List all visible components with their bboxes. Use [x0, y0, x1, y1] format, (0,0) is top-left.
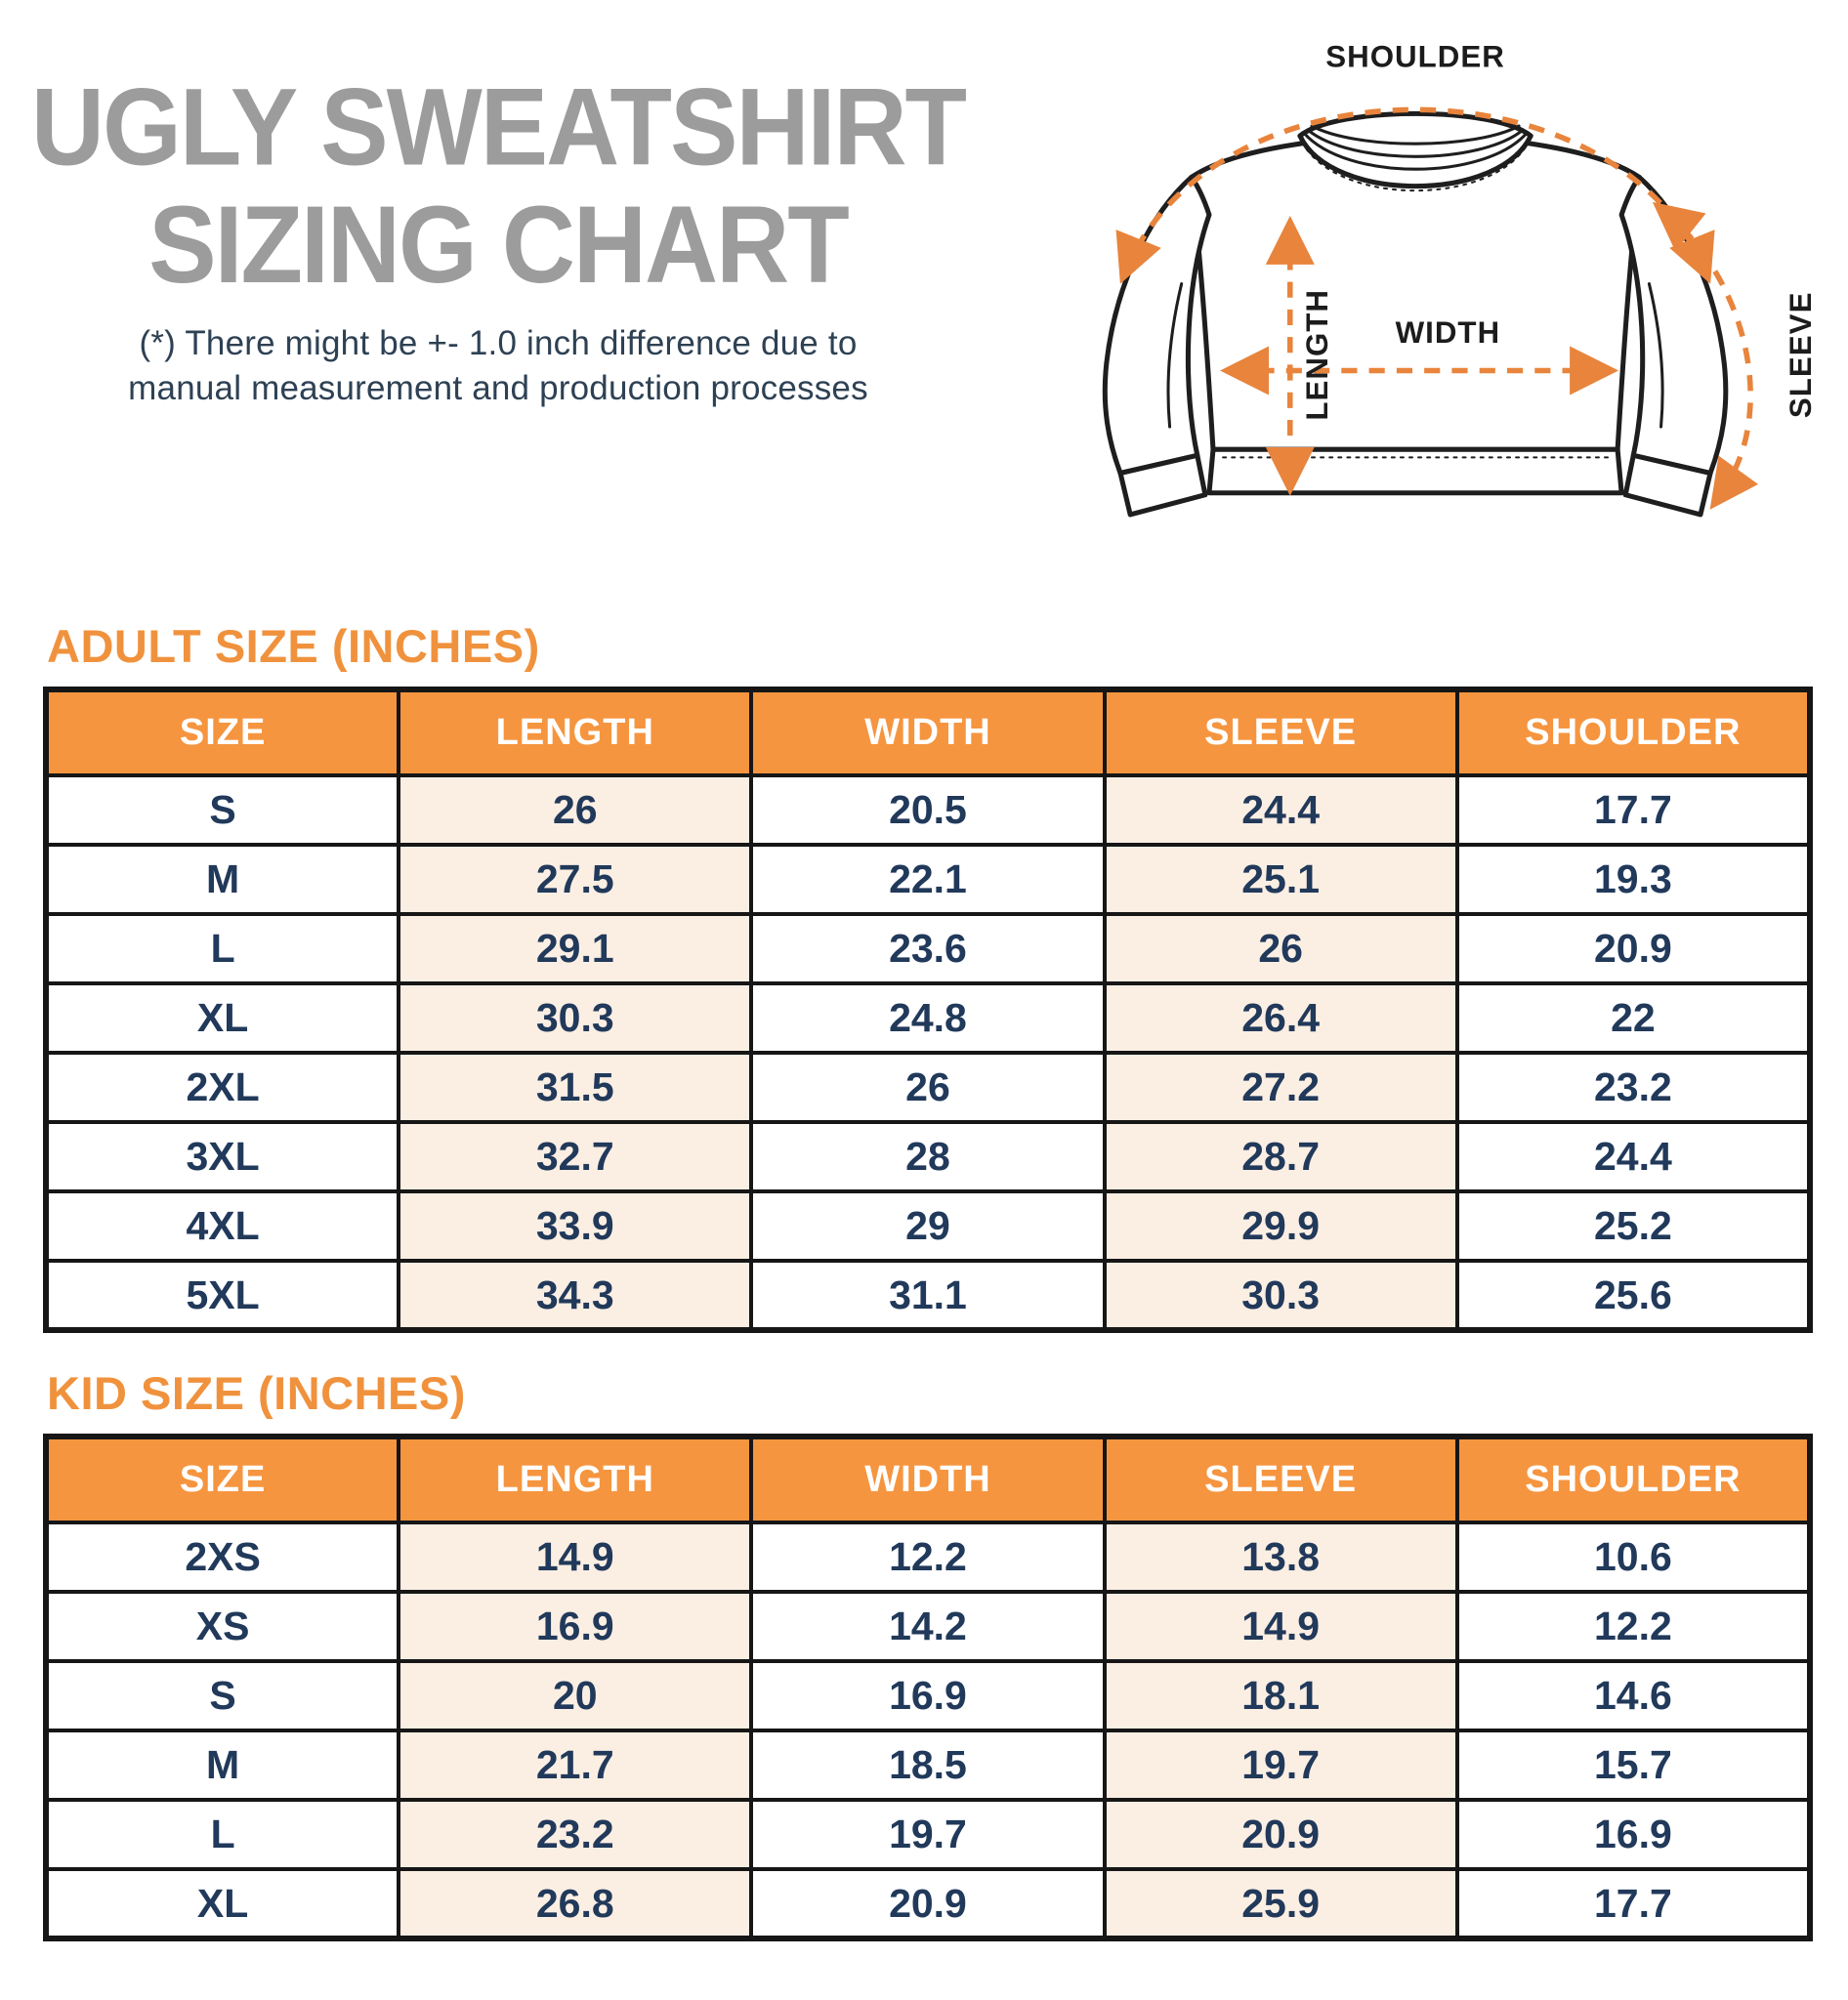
value-cell: 29.1: [399, 914, 751, 983]
table-row: [46, 1261, 1810, 1330]
value-cell: 28: [751, 1122, 1104, 1191]
value-cell: 21.7: [399, 1730, 751, 1800]
page-title-line1: UGLY SWEATSHIRT: [30, 65, 966, 189]
size-cell: 5XL: [46, 1261, 399, 1330]
title-block: [29, 27, 967, 411]
size-cell: 4XL: [46, 1191, 399, 1261]
value-cell: 33.9: [399, 1191, 751, 1261]
value-cell: 20.9: [1105, 1800, 1457, 1869]
table-row: [46, 1730, 1810, 1800]
size-cell: M: [46, 845, 399, 914]
value-cell: 20: [399, 1661, 751, 1730]
table-row: [46, 1869, 1810, 1938]
column-header-size: SIZE: [46, 1437, 399, 1522]
size-cell: M: [46, 1730, 399, 1800]
value-cell: 20.9: [1457, 914, 1810, 983]
page-title: [29, 65, 967, 308]
size-cell: XL: [46, 1869, 399, 1938]
column-header-sleeve: SLEEVE: [1105, 1437, 1457, 1522]
adult-table-header: [46, 689, 1810, 775]
table-row: [46, 1800, 1810, 1869]
value-cell: 24.4: [1105, 775, 1457, 845]
value-cell: 29: [751, 1191, 1104, 1261]
value-cell: 28.7: [1105, 1122, 1457, 1191]
adult-size-heading: ADULT SIZE (INCHES): [47, 620, 540, 672]
value-cell: 13.8: [1105, 1522, 1457, 1592]
size-cell: 2XS: [46, 1522, 399, 1592]
value-cell: 23.2: [399, 1800, 751, 1869]
value-cell: 24.4: [1457, 1122, 1810, 1191]
column-header-shoulder: SHOULDER: [1457, 689, 1810, 775]
value-cell: 32.7: [399, 1122, 751, 1191]
sweatshirt-outline: [1105, 113, 1726, 515]
value-cell: 26: [1105, 914, 1457, 983]
size-cell: S: [46, 1661, 399, 1730]
value-cell: 17.7: [1457, 1869, 1810, 1938]
value-cell: 14.2: [751, 1592, 1104, 1661]
size-cell: XS: [46, 1592, 399, 1661]
column-header-width: WIDTH: [751, 689, 1104, 775]
table-row: [46, 1522, 1810, 1592]
value-cell: 16.9: [751, 1661, 1104, 1730]
disclaimer-line1: (*) There might be +- 1.0 inch difference due to: [139, 323, 858, 362]
value-cell: 23.2: [1457, 1053, 1810, 1122]
size-cell: L: [46, 1800, 399, 1869]
size-cell: L: [46, 914, 399, 983]
value-cell: 34.3: [399, 1261, 751, 1330]
table-row: [46, 1592, 1810, 1661]
value-cell: 16.9: [1457, 1800, 1810, 1869]
kid-table-header: [46, 1437, 1810, 1522]
value-cell: 26.8: [399, 1869, 751, 1938]
value-cell: 27.2: [1105, 1053, 1457, 1122]
value-cell: 30.3: [1105, 1261, 1457, 1330]
size-cell: XL: [46, 983, 399, 1053]
shoulder-label: SHOULDER: [1325, 39, 1505, 74]
table-row: [46, 775, 1810, 845]
value-cell: 20.5: [751, 775, 1104, 845]
size-cell: 2XL: [46, 1053, 399, 1122]
value-cell: 20.9: [751, 1869, 1104, 1938]
header-row: [46, 689, 1810, 775]
value-cell: 19.7: [1105, 1730, 1457, 1800]
value-cell: 12.2: [751, 1522, 1104, 1592]
table-row: [46, 983, 1810, 1053]
column-header-size: SIZE: [46, 689, 399, 775]
table-row: [46, 1122, 1810, 1191]
table-row: [46, 914, 1810, 983]
value-cell: 27.5: [399, 845, 751, 914]
length-label: LENGTH: [1300, 288, 1335, 421]
value-cell: 12.2: [1457, 1592, 1810, 1661]
value-cell: 17.7: [1457, 775, 1810, 845]
column-header-length: LENGTH: [399, 689, 751, 775]
value-cell: 18.5: [751, 1730, 1104, 1800]
table-row: [46, 1661, 1810, 1730]
value-cell: 30.3: [399, 983, 751, 1053]
value-cell: 29.9: [1105, 1191, 1457, 1261]
value-cell: 25.6: [1457, 1261, 1810, 1330]
value-cell: 26.4: [1105, 983, 1457, 1053]
column-header-width: WIDTH: [751, 1437, 1104, 1522]
value-cell: 31.5: [399, 1053, 751, 1122]
value-cell: 25.1: [1105, 845, 1457, 914]
value-cell: 16.9: [399, 1592, 751, 1661]
value-cell: 25.2: [1457, 1191, 1810, 1261]
value-cell: 19.7: [751, 1800, 1104, 1869]
sweatshirt-diagram: [975, 27, 1846, 521]
column-header-shoulder: SHOULDER: [1457, 1437, 1810, 1522]
table-row: [46, 1053, 1810, 1122]
kid-table-body: [46, 1522, 1810, 1938]
value-cell: 26: [751, 1053, 1104, 1122]
disclaimer-text: [29, 321, 967, 411]
adult-size-table: [43, 687, 1813, 1333]
value-cell: 18.1: [1105, 1661, 1457, 1730]
sweatshirt-measurement-svg: [975, 27, 1846, 521]
kid-size-table: [43, 1434, 1813, 1941]
disclaimer-line2: manual measurement and production processes: [128, 368, 868, 407]
kid-size-heading: KID SIZE (INCHES): [47, 1367, 466, 1419]
adult-table-body: [46, 775, 1810, 1330]
value-cell: 24.8: [751, 983, 1104, 1053]
sleeve-label: SLEEVE: [1784, 291, 1819, 419]
value-cell: 31.1: [751, 1261, 1104, 1330]
value-cell: 22: [1457, 983, 1810, 1053]
header-section: [0, 0, 1848, 527]
value-cell: 10.6: [1457, 1522, 1810, 1592]
value-cell: 14.6: [1457, 1661, 1810, 1730]
value-cell: 15.7: [1457, 1730, 1810, 1800]
value-cell: 14.9: [1105, 1592, 1457, 1661]
value-cell: 19.3: [1457, 845, 1810, 914]
header-row: [46, 1437, 1810, 1522]
table-row: [46, 845, 1810, 914]
value-cell: 23.6: [751, 914, 1104, 983]
column-header-length: LENGTH: [399, 1437, 751, 1522]
size-cell: 3XL: [46, 1122, 399, 1191]
value-cell: 14.9: [399, 1522, 751, 1592]
page-title-line2: SIZING CHART: [148, 185, 848, 308]
value-cell: 26: [399, 775, 751, 845]
width-label: WIDTH: [1395, 315, 1501, 351]
size-cell: S: [46, 775, 399, 845]
table-row: [46, 1191, 1810, 1261]
value-cell: 25.9: [1105, 1869, 1457, 1938]
value-cell: 22.1: [751, 845, 1104, 914]
column-header-sleeve: SLEEVE: [1105, 689, 1457, 775]
